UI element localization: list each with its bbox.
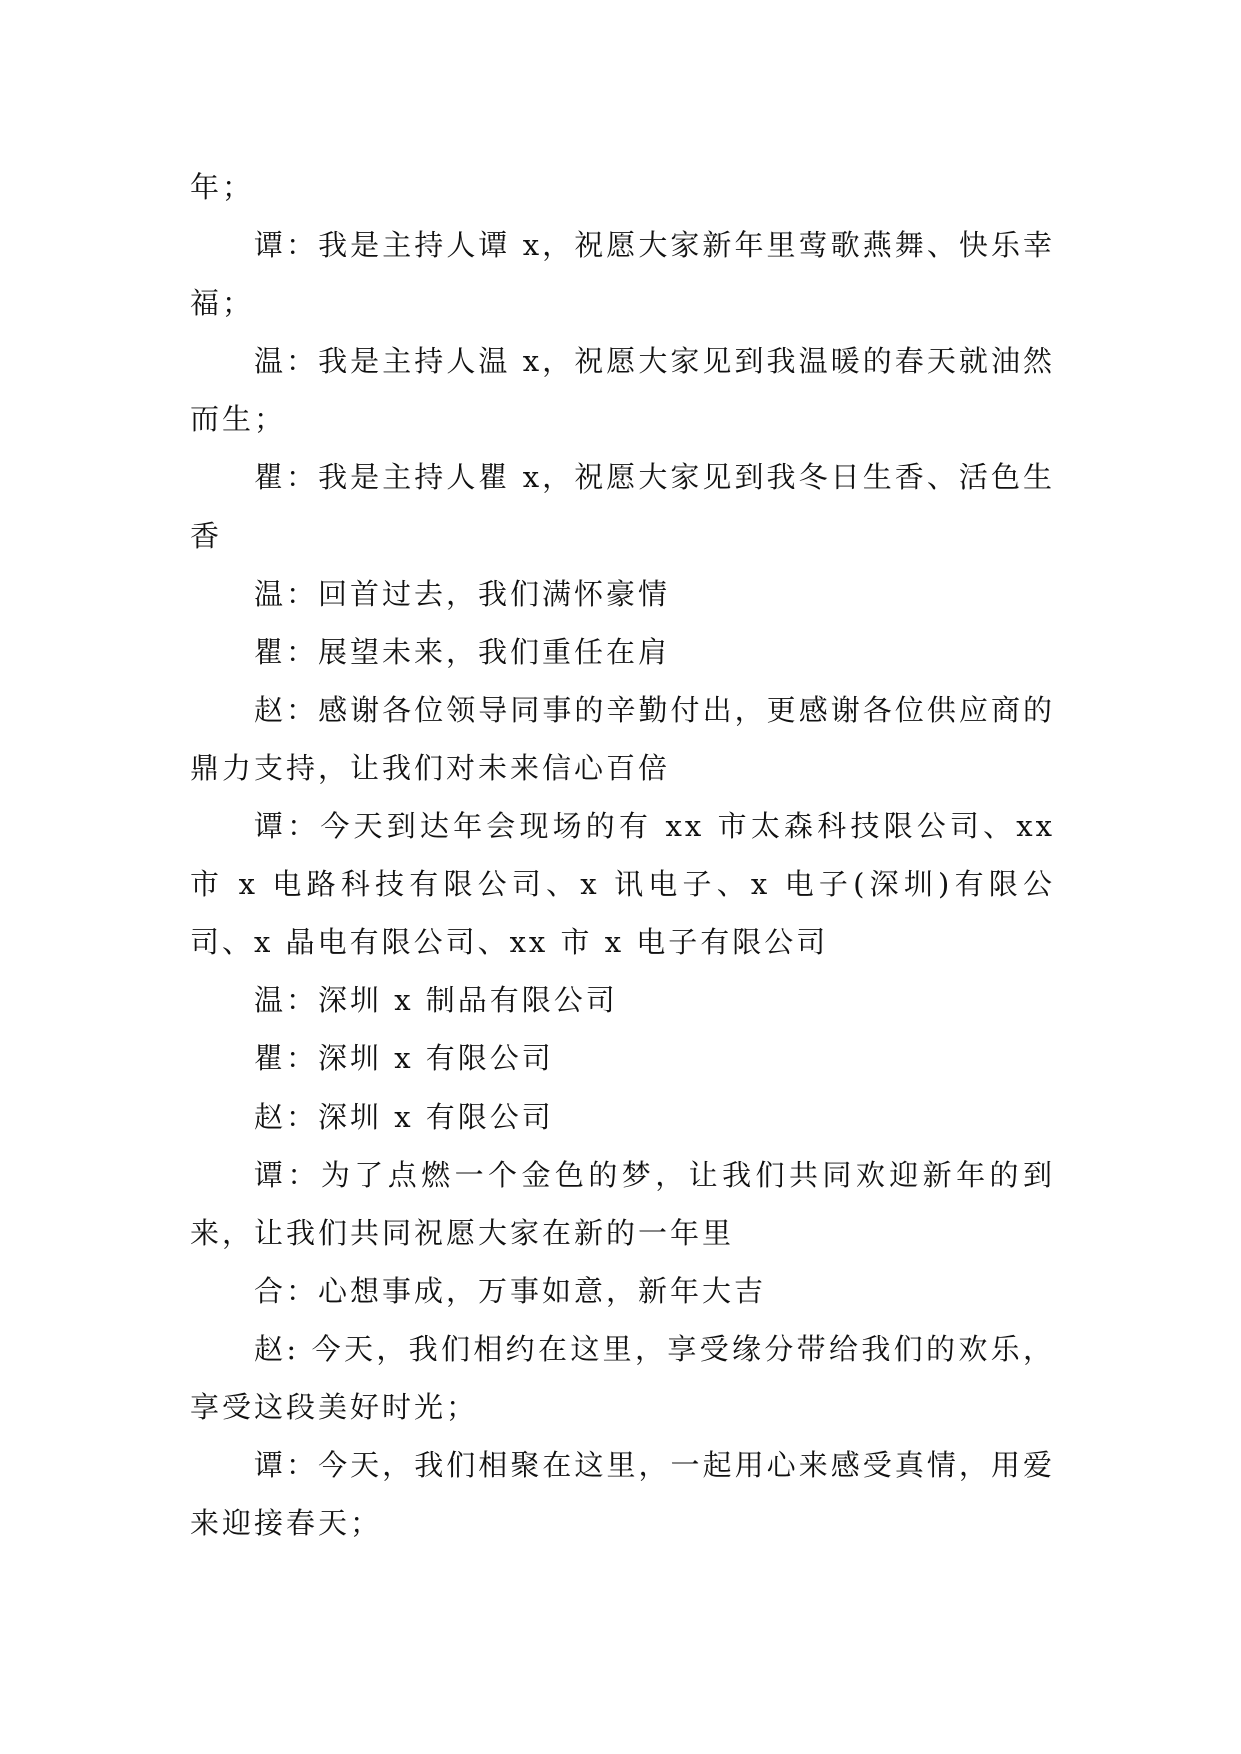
paragraph: 年； bbox=[190, 170, 255, 204]
paragraph: 谭：今天，我们相聚在这里，一起用心来感受真情，用爱来迎接春天； bbox=[190, 1448, 1055, 1541]
paragraph: 谭：为了点燃一个金色的梦，让我们共同欢迎新年的到来，让我们共同祝愿大家在新的一年里 bbox=[190, 1157, 1055, 1250]
paragraph: 赵: 今天，我们相约在这里，享受缘分带给我们的欢乐，享受这段美好时光； bbox=[190, 1331, 1055, 1424]
paragraph: 赵：深圳 x 有限公司 bbox=[254, 1099, 554, 1134]
paragraph: 合：心想事成，万事如意，新年大吉 bbox=[254, 1273, 767, 1308]
paragraph: 赵：感谢各位领导同事的辛勤付出，更感谢各位供应商的鼎力支持，让我们对未来信心百倍 bbox=[190, 692, 1055, 785]
paragraph: 温：深圳 x 制品有限公司 bbox=[254, 983, 618, 1018]
paragraph: 温：我是主持人温 x，祝愿大家见到我温暖的春天就油然而生； bbox=[190, 344, 1055, 437]
document-body bbox=[190, 158, 1055, 1552]
paragraph: 瞿：展望未来，我们重任在肩 bbox=[254, 634, 671, 669]
paragraph: 谭：今天到达年会现场的有 xx 市太森科技限公司、xx 市 x 电路科技有限公司、x 讯电子、x 电子(深圳)有限公司、x 晶电有限公司、xx 市 x 电子有限公司 bbox=[190, 809, 1055, 960]
paragraph: 瞿：深圳 x 有限公司 bbox=[254, 1041, 554, 1076]
paragraph: 温：回首过去，我们满怀豪情 bbox=[254, 576, 671, 611]
paragraph: 瞿：我是主持人瞿 x，祝愿大家见到我冬日生香、活色生香 bbox=[190, 460, 1055, 553]
paragraph: 谭：我是主持人谭 x，祝愿大家新年里莺歌燕舞、快乐幸福； bbox=[190, 228, 1055, 321]
